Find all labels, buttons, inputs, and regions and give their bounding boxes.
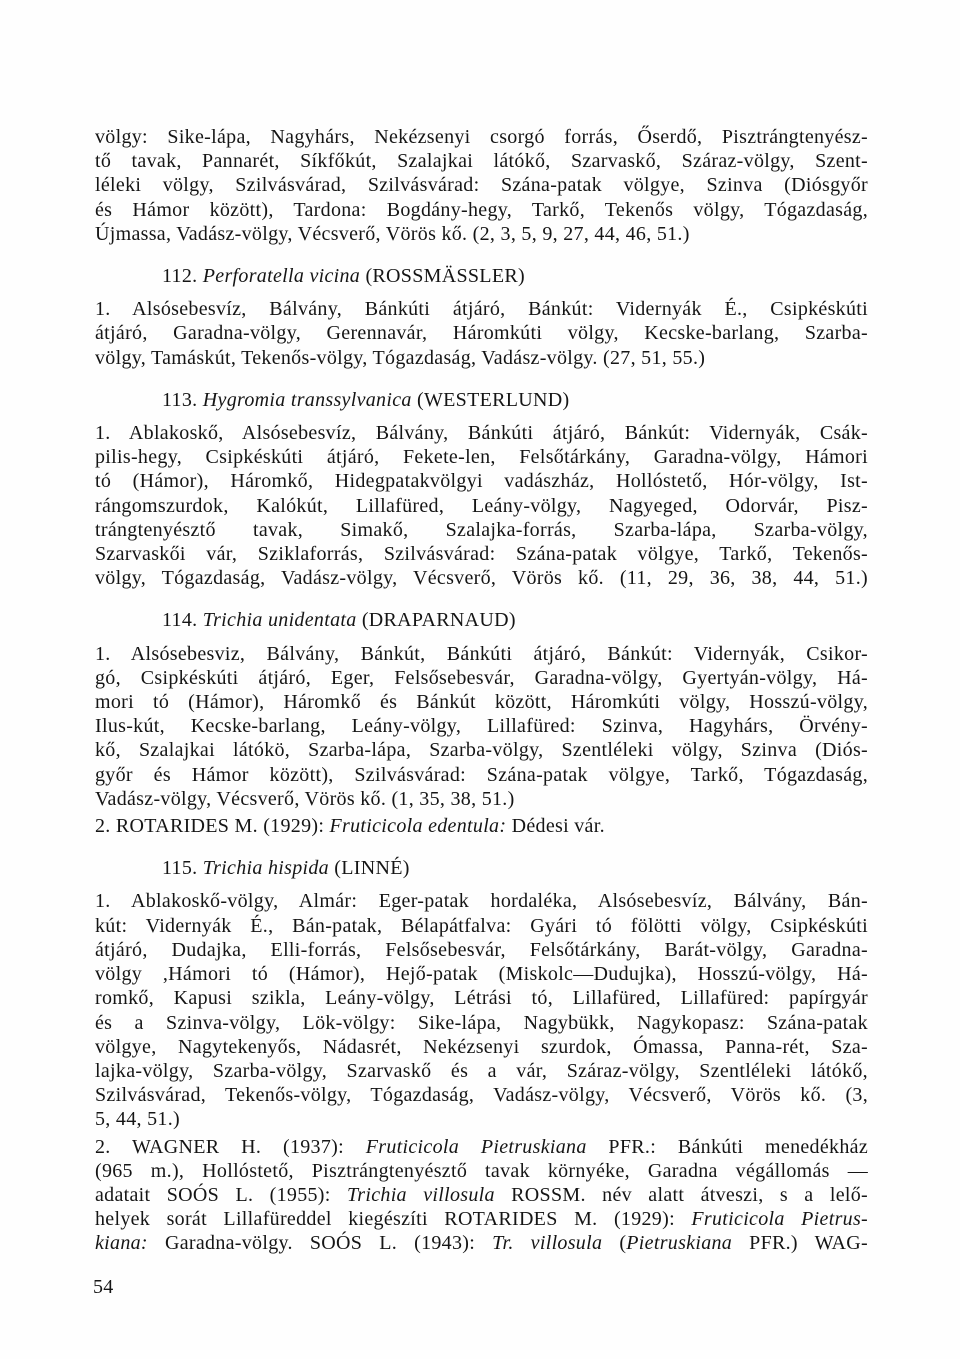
text-run: völgye, Nagytekenyős, Nádasrét, Nekézsenyi szurdok, Ómassa, Panna-rét, Sza- (95, 1035, 868, 1058)
text-run: Vadász-völgy, Vécsverő, Vörös kő. (1, 35, 38, 51.) (95, 787, 515, 810)
species-entry (95, 608, 868, 838)
text-line (95, 518, 868, 542)
text-run: és Hámor között), Tardona: Bogdány-hegy, Tarkő, Tekenős völgy, Tógazdaság, (95, 198, 868, 221)
text-run: (965 m.), Hollóstető, Pisztrángtenyésztő tavak környéke, Garadna végállomás — (95, 1159, 868, 1182)
text-run: Szarvaskői vár, Sziklaforrás, Szilvásvárad: Szána-patak völgye, Tarkő, Tekenős- (95, 543, 868, 566)
species-name: Trichia unidentata (202, 609, 357, 632)
species-author: (ROSSMÄSSLER) (365, 265, 525, 288)
italic-taxon-run: Trichia villosula (346, 1183, 495, 1206)
text-run: völgy, Tamáskút, Tekenős-völgy, Tógazdaság, Vadász-völgy. (27, 51, 55.) (95, 346, 706, 369)
locality-record (95, 889, 868, 1131)
text-run: völgy ,Hámori tó (Hámor), Hejő-patak (Miskolc—Dudujka), Hosszú-völgy, Há- (95, 963, 868, 986)
text-line (95, 566, 868, 590)
text-line (95, 1135, 868, 1159)
species-number: 113. (162, 388, 198, 411)
text-run: tó (Hámor), Háromkő, Hidegpatakvölgyi vadászház, Hollóstető, Hór-völgy, Ist- (95, 470, 868, 493)
text-run: gó, Csipkéskúti átjáró, Eger, Felsősebesvár, Garadna-völgy, Gyertyán-völgy, Há- (95, 666, 868, 689)
text-run: pilis-hegy, Csipkéskúti átjáró, Fekete-len, Felsőtárkány, Garadna-völgy, Hámori (95, 446, 868, 469)
text-run: tő tavak, Pannarét, Síkfőkút, Szalajkai látókő, Szarvaskő, Száraz-völgy, Szent- (95, 150, 868, 173)
italic-taxon-run: Tr. villosula (492, 1232, 603, 1255)
species-name: Hygromia transsylvanica (202, 388, 412, 411)
species-heading (95, 856, 868, 880)
text-run: átjáró, Garadna-völgy, Gerennavár, Háromkúti völgy, Kecske-barlang, Szarba- (95, 322, 868, 345)
species-heading (95, 608, 868, 632)
text-column (95, 125, 868, 1256)
text-run: adatait SOÓS L. (1955): (95, 1183, 347, 1206)
text-line (95, 986, 868, 1010)
text-run: és a Szinva-völgy, Lök-völgy: Sike-lápa, Nagybükk, Nagykopasz: Szána-patak (95, 1011, 868, 1034)
locality-record (95, 642, 868, 811)
text-run: völgy, Tógazdaság, Vadász-völgy, Vécsverő, Vörös kő. (11, 29, 36, 38, 44, 51.) (95, 567, 868, 590)
text-line (95, 738, 868, 762)
text-line (95, 198, 868, 222)
text-line (95, 1183, 868, 1207)
text-run: átjáró, Dudajka, Elli-forrás, Felsősebesvár, Felsőtárkány, Barát-völgy, Garadna- (95, 938, 868, 961)
text-line (95, 1035, 868, 1059)
text-line (95, 173, 868, 197)
italic-taxon-run: Fruticicola Pietrus- (691, 1208, 868, 1231)
italic-taxon-run: Pietruskiana (626, 1232, 733, 1255)
text-line (95, 346, 868, 370)
italic-taxon-run: Fruticicola Pietruskiana (365, 1135, 587, 1158)
species-name: Trichia hispida (202, 857, 329, 880)
species-number: 114. (162, 609, 198, 632)
text-line (95, 666, 868, 690)
species-number: 115. (162, 857, 198, 880)
species-entry (95, 388, 868, 591)
text-run: 2. ROTARIDES M. (1929): (95, 815, 330, 838)
text-line (95, 889, 868, 913)
text-run: Szilvásvárad, Tekenős-völgy, Tógazdaság, Vadász-völgy, Vécsverő, Vörös kő. (3, (95, 1084, 868, 1107)
text-run: 1. Ablakoskő-völgy, Almár: Eger-patak hordaléka, Alsósebesvíz, Bálvány, Bán- (95, 890, 868, 913)
species-entry (95, 264, 868, 370)
text-run: léleki völgy, Szilvásvárad, Szilvásvárad: Szána-patak völgye, Szinva (Diósgyőr (95, 174, 868, 197)
text-run: lajka-völgy, Szarba-völgy, Szarvaskő és a vár, Száraz-völgy, Szentléleki látókő, (95, 1059, 868, 1082)
italic-taxon-run: Fruticicola edentula: (329, 815, 507, 838)
species-author: (LINNÉ) (334, 857, 410, 880)
continued-paragraph (95, 125, 868, 246)
text-run: völgy: Sike-lápa, Nagyhárs, Nekézsenyi csorgó forrás, Őserdő, Pisztrángtenyész- (95, 126, 868, 148)
text-line (95, 1231, 868, 1255)
text-run: Ilus-kút, Kecske-barlang, Leány-völgy, Lillafüred: Szinva, Hagyhárs, Örvény- (95, 715, 868, 738)
text-run: romkő, Kapusi szikla, Leány-völgy, Létrási tó, Lillafüred, Lillafüred: papírgyár (95, 987, 868, 1010)
italic-taxon-run: kiana: (95, 1232, 148, 1255)
text-line (95, 1107, 868, 1131)
literature-record (95, 1135, 868, 1256)
text-run: 5, 44, 51.) (95, 1108, 180, 1131)
text-run: ROSSM. név alatt átveszi, s a lelő- (494, 1183, 868, 1206)
text-run: Dédesi vár. (506, 815, 605, 838)
species-heading (95, 264, 868, 288)
text-line (95, 321, 868, 345)
text-line (95, 714, 868, 738)
text-line (95, 542, 868, 566)
text-run: Garadna-völgy. SOÓS L. (1943): (147, 1232, 493, 1255)
species-author: (DRAPARNAUD) (361, 609, 516, 632)
text-run: rángomszurdok, Kalókút, Lillafüred, Leány-völgy, Nagyeged, Odorvár, Pisz- (95, 494, 868, 517)
text-line (95, 914, 868, 938)
text-run: 2. WAGNER H. (1937): (95, 1135, 366, 1158)
text-line (95, 787, 868, 811)
species-entry (95, 856, 868, 1255)
species-heading (95, 388, 868, 412)
locality-record (95, 297, 868, 370)
species-number: 112. (162, 265, 198, 288)
text-line (95, 1207, 868, 1231)
text-line (95, 938, 868, 962)
text-line (95, 494, 868, 518)
literature-record (95, 814, 868, 838)
text-line (95, 962, 868, 986)
text-line (95, 445, 868, 469)
text-run: kút: Vidernyák É., Bán-patak, Bélapátfalva: Gyári tó fölötti völgy, Csipkéskúti (95, 914, 868, 937)
text-run: 1. Alsósebesviz, Bálvány, Bánkút, Bánkúti átjáró, Bánkút: Vidernyák, Csikor- (95, 642, 868, 665)
text-line (95, 125, 868, 149)
locality-record (95, 421, 868, 590)
text-line (95, 763, 868, 787)
species-name: Perforatella vicina (202, 265, 361, 288)
text-run: győr és Hámor között), Szilvásvárad: Szána-patak völgye, Tarkő, Tógazdaság, (95, 763, 868, 786)
text-run: helyek sorát Lillafüreddel kiegészíti ROTARIDES M. (1929): (95, 1208, 692, 1231)
text-run: Újmassa, Vadász-völgy, Vécsverő, Vörös kő. (2, 3, 5, 9, 27, 44, 46, 51.) (95, 222, 690, 245)
text-line (95, 297, 868, 321)
text-run: trángtenyésztő tavak, Simakő, Szalajka-forrás, Szarba-lápa, Szarba-völgy, (95, 518, 868, 541)
text-line (95, 690, 868, 714)
page-number: 54 (93, 1276, 114, 1298)
text-line (95, 1059, 868, 1083)
text-run: kő, Szalajkai látókö, Szarba-lápa, Szarba-völgy, Szentléleki völgy, Szinva (Diós- (95, 739, 868, 762)
text-run: 1. Alsósebesvíz, Bálvány, Bánkúti átjáró, Bánkút: Vidernyák É., Csipkéskúti (95, 298, 868, 321)
text-line (95, 642, 868, 666)
text-line (95, 421, 868, 445)
text-line (95, 814, 868, 838)
text-run: PFR.) WAG- (732, 1232, 868, 1255)
text-run: PFR.: Bánkúti menedékház (586, 1135, 868, 1158)
text-line (95, 1083, 868, 1107)
text-run: ( (602, 1232, 627, 1255)
text-line (95, 1011, 868, 1035)
text-line (95, 1159, 868, 1183)
text-line (95, 149, 868, 173)
text-run: 1. Ablakoskő, Alsósebesvíz, Bálvány, Bánkúti átjáró, Bánkút: Vidernyák, Csák- (95, 422, 868, 445)
text-run: mori tó (Hámor), Háromkő és Bánkút között, Háromkúti völgy, Hosszú-völgy, (95, 691, 868, 714)
text-line (95, 469, 868, 493)
species-author: (WESTERLUND) (417, 388, 570, 411)
text-line (95, 222, 868, 246)
